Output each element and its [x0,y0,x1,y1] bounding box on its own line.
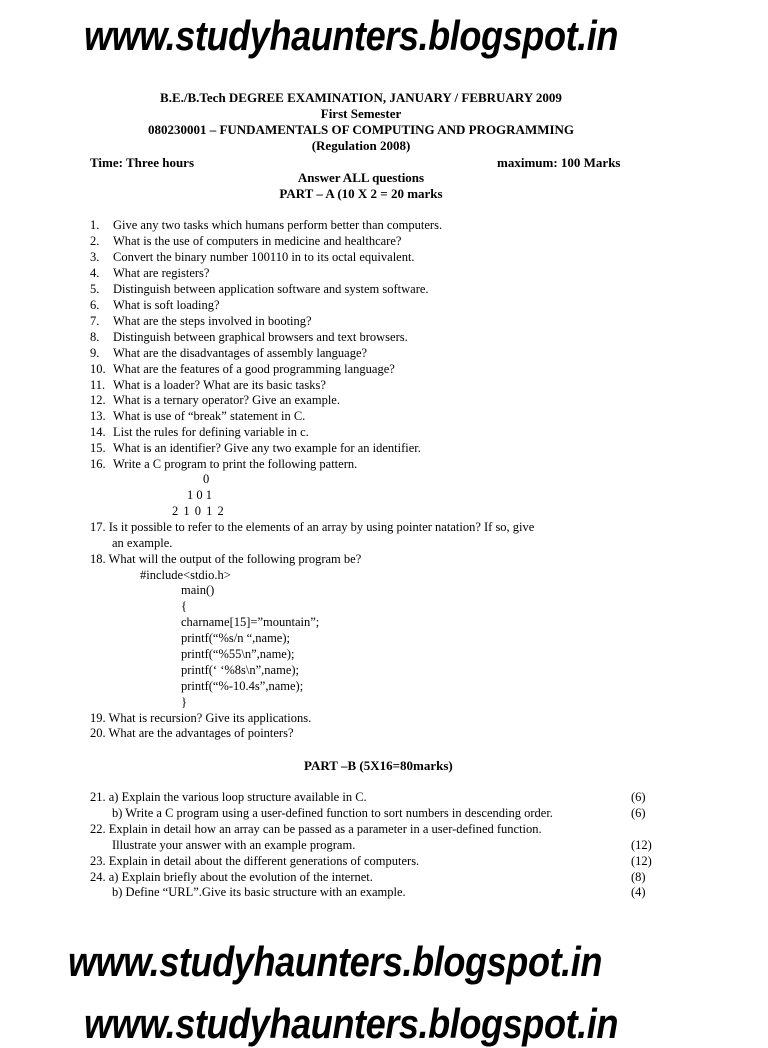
code-line: printf(“%-10.4s”,name); [181,679,304,693]
watermark-cut: www.studyhaunters.blogspot.in [84,1000,619,1047]
question-text: Distinguish between graphical browsers and text browsers. [113,329,408,344]
pattern-row: 1 0 1 [187,488,212,502]
question-number: 12. [90,393,106,408]
code-line: printf(“%s/n “,name); [181,631,290,645]
question-number: 14. [90,425,106,440]
question-number: 13. [90,409,106,424]
question-17-cont: an example. [112,536,173,550]
question-text: Give any two tasks which humans perform better than computers. [113,218,443,232]
question-number: 10. [90,361,106,376]
question-number: 2. [90,233,100,248]
question-text: Convert the binary number 100110 in to its octal equivalent. [113,249,415,264]
code-line: } [181,695,187,709]
part-b-question: Illustrate your answer with an example program. [112,837,356,852]
regulation: (Regulation 2008) [311,138,411,153]
question-number: 9. [90,345,100,360]
question-number: 15. [90,441,106,456]
question-text: Write a C program to print the following pattern. [113,457,358,472]
question-number: 1. [90,218,100,232]
marks-label: (4) [631,885,646,900]
question-item [90,314,312,329]
answer-all: Answer ALL questions [297,170,425,185]
part-b-question: 21. a) Explain the various loop structure available in C. [90,790,367,804]
exam-title: B.E./B.Tech DEGREE EXAMINATION, JANUARY / FEBRUARY 2009 [160,90,562,105]
question-item [90,234,401,249]
code-include: #include<stdio.h> [140,568,231,582]
question-item [90,409,305,424]
part-b-question: b) Write a C program using a user-defined function to sort numbers in descending order. [112,805,553,820]
course-title: 080230001 – FUNDAMENTALS OF COMPUTING AND PROGRAMMING [147,122,575,137]
question-number: 6. [90,297,100,312]
question-text: What is soft loading? [113,297,220,312]
code-line: printf(‘ ‘%8s\n”,name); [181,663,300,677]
marks-label: (6) [631,805,646,820]
question-text: What is an identifier? Give any two example for an identifier. [113,441,421,456]
part-b-question: 23. Explain in detail about the different generations of computers. [90,853,420,868]
question-item [90,346,367,361]
question-text: What are the disadvantages of assembly language? [113,345,368,360]
part-b-question: 24. a) Explain briefly about the evolution of the internet. [90,869,373,884]
watermark-bottom: www.studyhaunters.blogspot.in [68,938,603,985]
code-line: main() [181,583,215,597]
code-line: { [181,599,187,613]
question-text: What is a loader? What are its basic tasks? [113,377,326,392]
question-text: What is the use of computers in medicine and healthcare? [113,233,402,248]
question-item [90,425,309,440]
question-20: 20. What are the advantages of pointers? [90,726,294,740]
pattern-row: 2 1 0 1 2 [172,504,224,518]
question-item [90,218,442,233]
marks-label: (12) [631,837,652,852]
question-number: 3. [90,249,100,264]
part-b-question: 22. Explain in detail how an array can be passed as a parameter in a user-defined function. [90,821,542,836]
question-18: 18. What will the output of the following program be? [90,552,362,566]
code-line: charname[15]=”mountain”; [181,615,320,629]
part-b-question: b) Define “URL”.Give its basic structure with an example. [112,885,406,900]
question-number: 11. [90,377,106,392]
question-item [90,298,220,313]
question-text: What are the steps involved in booting? [113,313,312,328]
marks-label: (12) [631,853,652,868]
marks-label: (6) [631,790,646,804]
question-number: 8. [90,329,100,344]
question-text: What are registers? [113,265,210,280]
question-item [90,250,415,265]
question-item [90,393,340,408]
code-line: printf(“%55\n”,name); [181,647,295,661]
time-label: Time: Three hours [90,155,195,170]
question-item [90,457,357,472]
question-number: 4. [90,265,100,280]
question-item [90,441,421,456]
marks-label: (8) [631,869,646,884]
question-number: 5. [90,281,100,296]
question-17: 17. Is it possible to refer to the elements of an array by using pointer natation? If so, give [90,520,535,534]
question-item [90,362,395,377]
question-text: What is a ternary operator? Give an example. [113,393,340,408]
part-b-heading: PART –B (5X16=80marks) [304,758,453,773]
question-item [90,266,209,281]
question-text: What are the features of a good programming language? [113,361,395,376]
part-a-heading: PART – A (10 X 2 = 20 marks [279,186,443,201]
question-text: List the rules for defining variable in c. [113,425,309,440]
question-number: 7. [90,313,100,328]
question-item [90,330,408,345]
semester: First Semester [320,106,402,121]
max-marks: maximum: 100 Marks [497,155,621,170]
question-text: What is use of “break” statement in C. [113,409,306,424]
question-item [90,282,429,297]
pattern-row: 0 [203,472,210,486]
question-19: 19. What is recursion? Give its applications. [90,711,312,725]
watermark-top: www.studyhaunters.blogspot.in [84,12,619,59]
question-number: 16. [90,457,106,472]
question-item [90,378,326,393]
question-text: Distinguish between application software and system software. [113,281,429,296]
